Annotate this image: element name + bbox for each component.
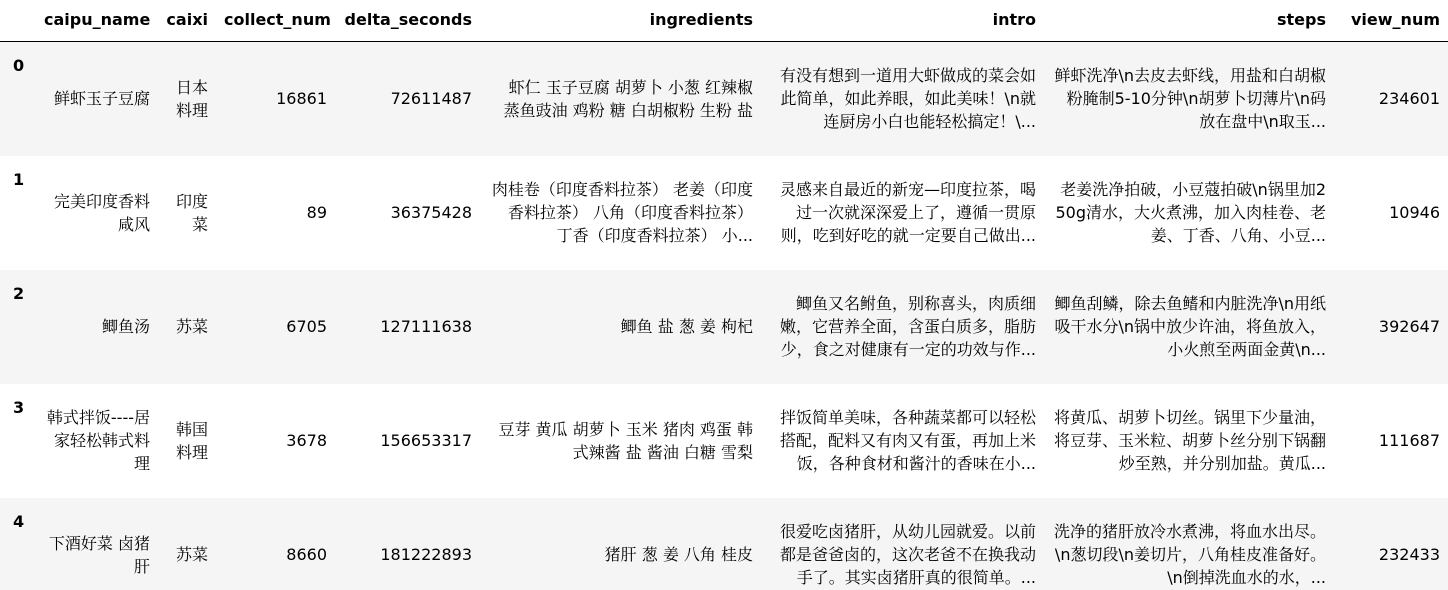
cell-intro: 拌饭简单美味，各种蔬菜都可以轻松搭配，配料又有肉又有蛋，再加上米饭，各种食材和酱汁的香味在小... [779, 408, 1036, 473]
column-header-collect-num: collect_num [216, 0, 335, 42]
cell-collect-num: 6705 [286, 317, 327, 336]
table-row [0, 270, 1448, 384]
cell-caixi: 印度菜 [175, 191, 208, 234]
cell-view-num: 392647 [1378, 317, 1440, 336]
cell-view-num: 111687 [1378, 431, 1440, 450]
column-header-caixi: caixi [158, 0, 216, 42]
cell-ingredients: 肉桂卷（印度香料拉茶） 老姜（印度香料拉茶） 八角（印度香料拉茶） 丁香（印度香料拉茶） 小... [491, 180, 753, 245]
cell-delta-seconds: 156653317 [380, 431, 472, 450]
cell-caipu-name: 鲜虾玉子豆腐 [53, 89, 150, 109]
cell-intro: 有没有想到一道用大虾做成的菜会如此简单，如此养眼，如此美味！\n就连厨房小白也能轻松搞定！\... [779, 66, 1036, 132]
row-index: 2 [13, 283, 25, 303]
cell-view-num: 10946 [1389, 203, 1440, 222]
cell-steps: 鲜虾洗净\n去皮去虾线，用盐和白胡椒粉腌制5-10分钟\n胡萝卜切薄片\n码放在盘中\n取玉... [1054, 66, 1326, 132]
row-index: 4 [13, 511, 25, 531]
table-row [0, 384, 1448, 498]
cell-view-num: 234601 [1378, 89, 1440, 109]
cell-caixi: 韩国料理 [175, 419, 208, 462]
cell-caipu-name: 完美印度香料咸风 [53, 191, 150, 234]
cell-collect-num: 89 [306, 203, 327, 222]
column-header-index [0, 0, 36, 42]
cell-caixi: 苏菜 [175, 545, 208, 564]
column-header-caipu-name: caipu_name [36, 0, 158, 42]
cell-intro: 很爱吃卤猪肝，从幼儿园就爱。以前都是爸爸卤的，这次老爸不在换我动手了。其实卤猪肝真的很简单。... [779, 522, 1036, 587]
cell-caixi: 日本料理 [175, 77, 208, 120]
cell-ingredients: 虾仁 玉子豆腐 胡萝卜 小葱 红辣椒 蒸鱼豉油 鸡粉 糖 白胡椒粉 生粉 盐 [503, 77, 753, 120]
row-index: 0 [13, 56, 25, 75]
header-row [0, 0, 1448, 42]
column-header-steps: steps [1044, 0, 1334, 42]
cell-view-num: 232433 [1378, 545, 1440, 564]
cell-ingredients: 鲫鱼 盐 葱 姜 枸杞 [620, 317, 753, 336]
cell-intro: 鲫鱼又名鲋鱼，别称喜头，肉质细嫩，它营养全面，含蛋白质多，脂肪少，食之对健康有一定的功效与作... [779, 294, 1036, 359]
cell-steps: 将黄瓜、胡萝卜切丝。锅里下少量油，将豆芽、玉米粒、胡萝卜丝分别下锅翻炒至熟，并分别加盐。黄瓜... [1053, 408, 1326, 473]
cell-collect-num: 3678 [286, 431, 327, 450]
column-header-intro: intro [761, 0, 1044, 42]
row-index: 1 [13, 169, 25, 189]
column-header-ingredients: ingredients [480, 0, 761, 42]
cell-collect-num: 16861 [276, 89, 327, 109]
cell-delta-seconds: 72611487 [390, 89, 472, 109]
cell-caipu-name: 下酒好菜 卤猪肝 [48, 533, 150, 576]
cell-caipu-name: 韩式拌饭----居家轻松韩式料理 [46, 408, 150, 473]
column-header-view-num: view_num [1334, 0, 1448, 42]
table-row [0, 498, 1448, 590]
cell-caipu-name: 鲫鱼汤 [101, 317, 150, 336]
cell-steps: 洗净的猪肝放冷水煮沸，将血水出尽。\n葱切段\n姜切片，八角桂皮准备好。\n倒掉洗血水的水，... [1053, 522, 1326, 587]
table-row [0, 156, 1448, 270]
cell-collect-num: 8660 [286, 545, 327, 564]
column-header-delta-seconds: delta_seconds [335, 0, 480, 42]
table-row [0, 42, 1448, 156]
cell-delta-seconds: 127111638 [380, 317, 472, 336]
cell-delta-seconds: 181222893 [380, 545, 472, 564]
cell-ingredients: 豆芽 黄瓜 胡萝卜 玉米 猪肉 鸡蛋 韩式辣酱 盐 酱油 白糖 雪梨 [498, 419, 753, 462]
cell-steps: 鲫鱼刮鳞，除去鱼鳍和内脏洗净\n用纸吸干水分\n锅中放少许油，将鱼放入，小火煎至两面金黄\n... [1054, 294, 1326, 359]
cell-steps: 老姜洗净拍破，小豆蔻拍破\n锅里加250g清水，大火煮沸，加入肉桂卷、老姜、丁香、八角、小豆... [1055, 180, 1326, 245]
cell-delta-seconds: 36375428 [390, 203, 472, 222]
cell-intro: 灵感来自最近的新宠—印度拉茶，喝过一次就深深爱上了，遵循一贯原则，吃到好吃的就一定要自己做出... [779, 180, 1036, 245]
cell-caixi: 苏菜 [175, 317, 208, 336]
row-index: 3 [13, 397, 25, 417]
cell-ingredients: 猪肝 葱 姜 八角 桂皮 [604, 545, 753, 564]
